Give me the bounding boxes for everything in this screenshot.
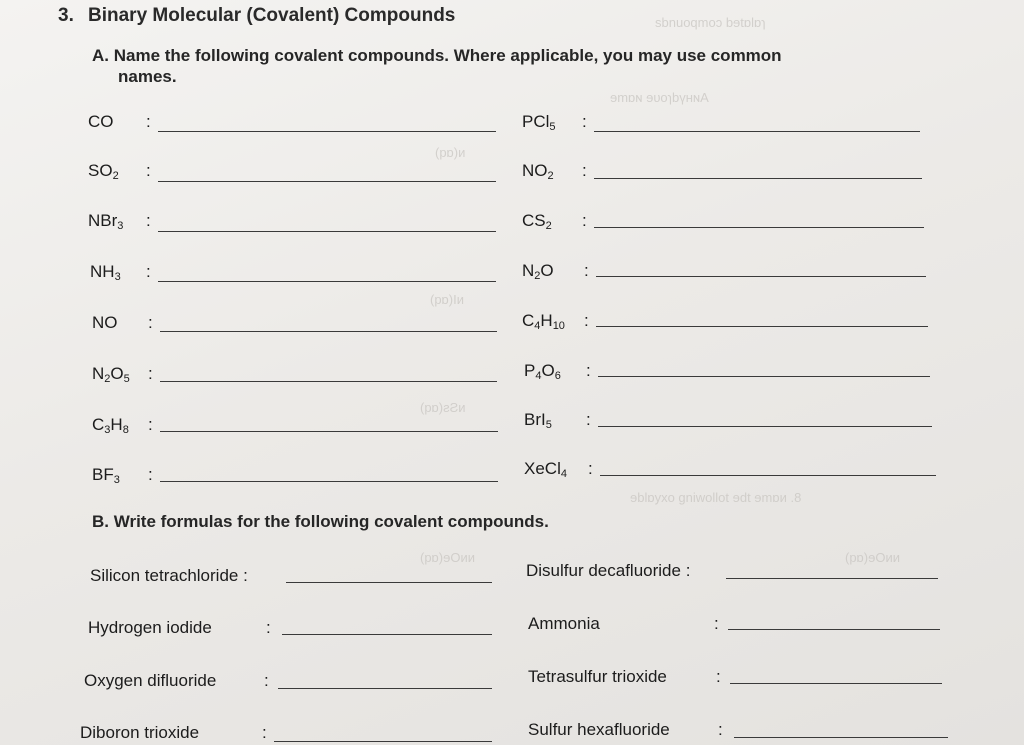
answer-blank[interactable]	[598, 376, 930, 377]
answer-blank[interactable]	[274, 741, 492, 742]
answer-blank[interactable]	[594, 178, 922, 179]
formula-label: XeCl$_4$	[524, 459, 567, 480]
compound-name-label: Disulfur decafluoride :	[526, 561, 691, 580]
colon: :	[714, 614, 719, 633]
answer-blank[interactable]	[158, 231, 496, 232]
compound-name-label: Tetrasulfur trioxide	[528, 667, 667, 686]
colon: :	[146, 262, 151, 281]
colon: :	[148, 364, 153, 383]
question-title: Binary Molecular (Covalent) Compounds	[88, 5, 456, 26]
colon: :	[582, 112, 587, 131]
answer-blank[interactable]	[600, 475, 936, 476]
answer-blank[interactable]	[726, 578, 938, 579]
answer-blank[interactable]	[160, 331, 497, 332]
show-through-text: (pɒ)ɘOᴎᴎ	[845, 550, 900, 565]
compound-name-label: Sulfur hexafluoride	[528, 720, 670, 739]
colon: :	[582, 161, 587, 180]
compound-name-label: Diboron trioxide	[80, 723, 200, 742]
formula-label: $C_3H_8$	[92, 415, 129, 436]
colon: :	[264, 671, 269, 690]
answer-blank[interactable]	[734, 737, 948, 738]
compound-name-label: Silicon tetrachloride :	[90, 566, 248, 585]
formula-label: $P_4O_6$	[524, 361, 561, 382]
show-through-text: ɘmɒɴ ɘυoɿbүʜɴA	[610, 90, 709, 105]
colon: :	[146, 112, 151, 131]
part-a-instruction: A. Name the following covalent compounds. Where applicable, you may use common	[92, 46, 782, 65]
formula-label: $SO_2$	[88, 161, 119, 182]
answer-blank[interactable]	[728, 629, 940, 630]
formula-label: $BF_3$	[92, 465, 120, 486]
colon: :	[582, 211, 587, 230]
answer-blank[interactable]	[286, 582, 492, 583]
answer-blank[interactable]	[158, 281, 496, 282]
formula-label: NBr$_3$	[88, 211, 124, 232]
colon: :	[584, 261, 589, 280]
colon: :	[148, 465, 153, 484]
formula-label: PCl$_5$	[522, 112, 556, 133]
show-through-text: ɘblɒyxo ɡniwollot ɘdt ɘmɒᴎ .8	[630, 490, 802, 505]
formula-label: CO	[88, 112, 114, 131]
formula-label: $N_2O_5$	[92, 364, 130, 385]
answer-blank[interactable]	[160, 381, 497, 382]
answer-blank[interactable]	[158, 131, 496, 132]
show-through-text: (pɒ)ᴎ	[435, 145, 466, 160]
answer-blank[interactable]	[596, 276, 926, 277]
compound-name-label: Hydrogen iodide	[88, 618, 212, 637]
colon: :	[148, 313, 153, 332]
answer-blank[interactable]	[160, 481, 498, 482]
answer-blank[interactable]	[282, 634, 492, 635]
show-through-text: ѕbnuoqmoↄ bɘtɒlɒɿ	[655, 15, 766, 30]
colon: :	[148, 415, 153, 434]
colon: :	[266, 618, 271, 637]
answer-blank[interactable]	[158, 181, 496, 182]
compound-name-label: Ammonia	[528, 614, 600, 633]
colon: :	[588, 459, 593, 478]
part-b-instruction: B. Write formulas for the following covalent compounds.	[92, 512, 549, 531]
show-through-text: (pɒ)Iᴎ	[430, 292, 464, 307]
colon: :	[584, 311, 589, 330]
compound-name-label: Oxygen difluoride	[84, 671, 217, 690]
colon: :	[146, 161, 151, 180]
part-a-instruction-continued: names.	[118, 67, 177, 86]
formula-label: BrI$_5$	[524, 410, 552, 431]
formula-label: $C_4H_{10}$	[522, 311, 565, 332]
answer-blank[interactable]	[594, 227, 924, 228]
colon: :	[586, 361, 591, 380]
answer-blank[interactable]	[596, 326, 928, 327]
formula-label: $CS_2$	[522, 211, 552, 232]
answer-blank[interactable]	[160, 431, 498, 432]
colon: :	[146, 211, 151, 230]
colon: :	[718, 720, 723, 739]
colon: :	[716, 667, 721, 686]
colon: :	[262, 723, 267, 742]
formula-label: NO	[92, 313, 118, 332]
answer-blank[interactable]	[598, 426, 932, 427]
answer-blank[interactable]	[278, 688, 492, 689]
colon: :	[586, 410, 591, 429]
show-through-text: (pɒ)ƨƧᴎ	[420, 400, 466, 415]
answer-blank[interactable]	[730, 683, 942, 684]
show-through-text: (pɒ)ɘOᴎᴎ	[420, 550, 475, 565]
question-number: 3.	[58, 5, 74, 26]
answer-blank[interactable]	[594, 131, 920, 132]
formula-label: $N_2O$	[522, 261, 554, 282]
formula-label: $NO_2$	[522, 161, 554, 182]
formula-label: $NH_3$	[90, 262, 121, 283]
